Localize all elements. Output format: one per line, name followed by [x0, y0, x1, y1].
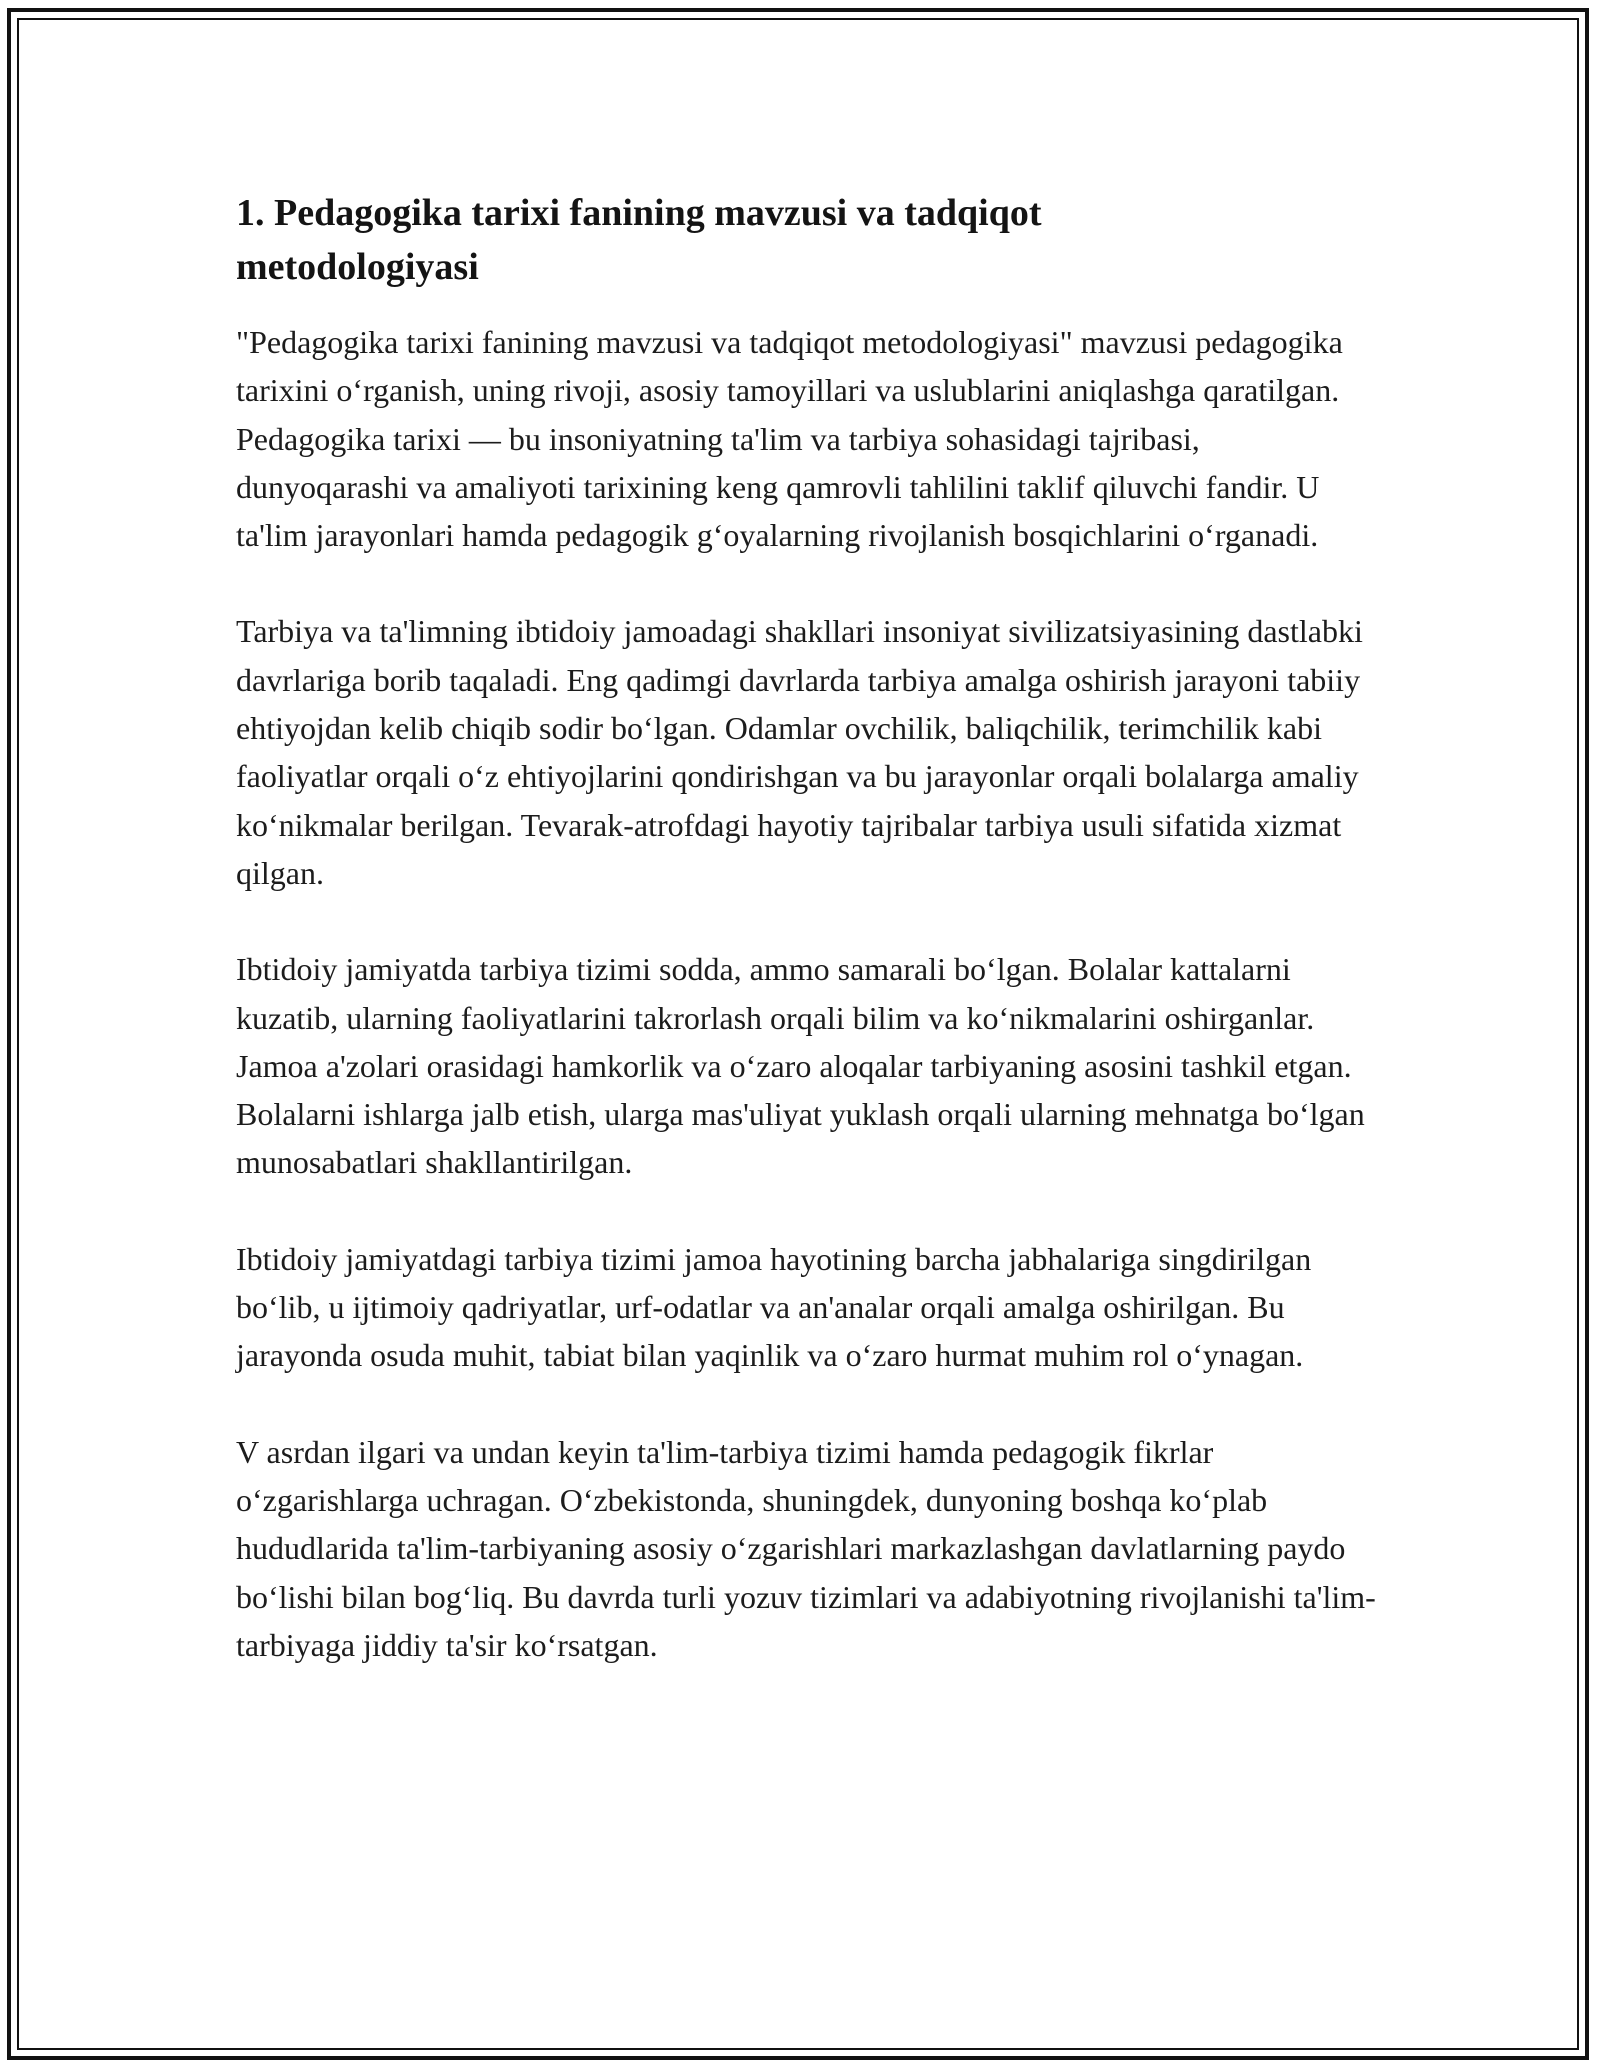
heading-line-1: 1. Pedagogika tarixi fanining mavzusi va tadqiqot — [236, 192, 1042, 234]
paragraph-1: "Pedagogika tarixi fanining mavzusi va tadqiqot metodologiyasi" mavzusi pedagogika tarixini o‘rganish, uning rivoji, asosiy tamoyillari va uslublarini aniqlashga qaratilgan. Pedagogika tarixi — bu insoniyatning ta'lim va tarbiya sohasidagi tajribasi, dunyoqarashi va amaliyoti tarixining keng qamrovli tahlilini taklif qiluvchi fandir. U ta'lim jarayonlari hamda pedagogik g‘oyalarning rivojlanish bosqichlarini o‘rganadi. — [236, 324, 1343, 554]
paragraph-list — [236, 318, 1376, 1669]
paragraph-3: Ibtidoiy jamiyatda tarbiya tizimi sodda, ammo samarali bo‘lgan. Bolalar kattalarni kuzatib, ularning faoliyatlarini takrorlash orqali bilim va ko‘nikmalarini oshirganlar. Jamoa a'zolari orasidagi hamkorlik va o‘zaro aloqalar tarbiyaning asosini tashkil etgan. Bolalarni ishlarga jalb etish, ularga mas'uliyat yuklash orqali ularning mehnatga bo‘lgan munosabatlari shakllantirilgan. — [236, 951, 1365, 1181]
heading-line-2: metodologiyasi — [236, 246, 479, 288]
paragraph-2: Tarbiya va ta'limning ibtidoiy jamoadagi shakllari insoniyat sivilizatsiyasining dastlabki davrlariga borib taqaladi. Eng qadimgi davrlarda tarbiya amalga oshirish jarayoni tabiiy ehtiyojdan kelib chiqib sodir bo‘lgan. Odamlar ovchilik, baliqchilik, terimchilik kabi faoliyatlar orqali o‘z ehtiyojlarini qondirishgan va bu jarayonlar orqali bolalarga amaliy ko‘nikmalar berilgan. Tevarak-atrofdagi hayotiy tajribalar tarbiya usuli sifatida xizmat qilgan. — [236, 613, 1363, 891]
section-heading — [236, 186, 1376, 294]
paragraph-4: Ibtidoiy jamiyatdagi tarbiya tizimi jamoa hayotining barcha jabhalariga singdirilgan bo‘lib, u ijtimoiy qadriyatlar, urf-odatlar va an'analar orqali amalga oshirilgan. Bu jarayonda osuda muhit, tabiat bilan yaqinlik va o‘zaro hurmat muhim rol o‘ynagan. — [236, 1240, 1312, 1374]
document-body — [236, 186, 1376, 1669]
paragraph-5: V asrdan ilgari va undan keyin ta'lim-tarbiya tizimi hamda pedagogik fikrlar o‘zgarishlarga uchragan. O‘zbekistonda, shuningdek, dunyoning boshqa ko‘plab hududlarida ta'lim-tarbiyaning asosiy o‘zgarishlari markazlashgan davlatlarning paydo bo‘lishi bilan bog‘liq. Bu davrda turli yozuv tizimlari va adabiyotning rivojlanishi ta'lim-tarbiyaga jiddiy ta'sir ko‘rsatgan. — [236, 1433, 1376, 1663]
